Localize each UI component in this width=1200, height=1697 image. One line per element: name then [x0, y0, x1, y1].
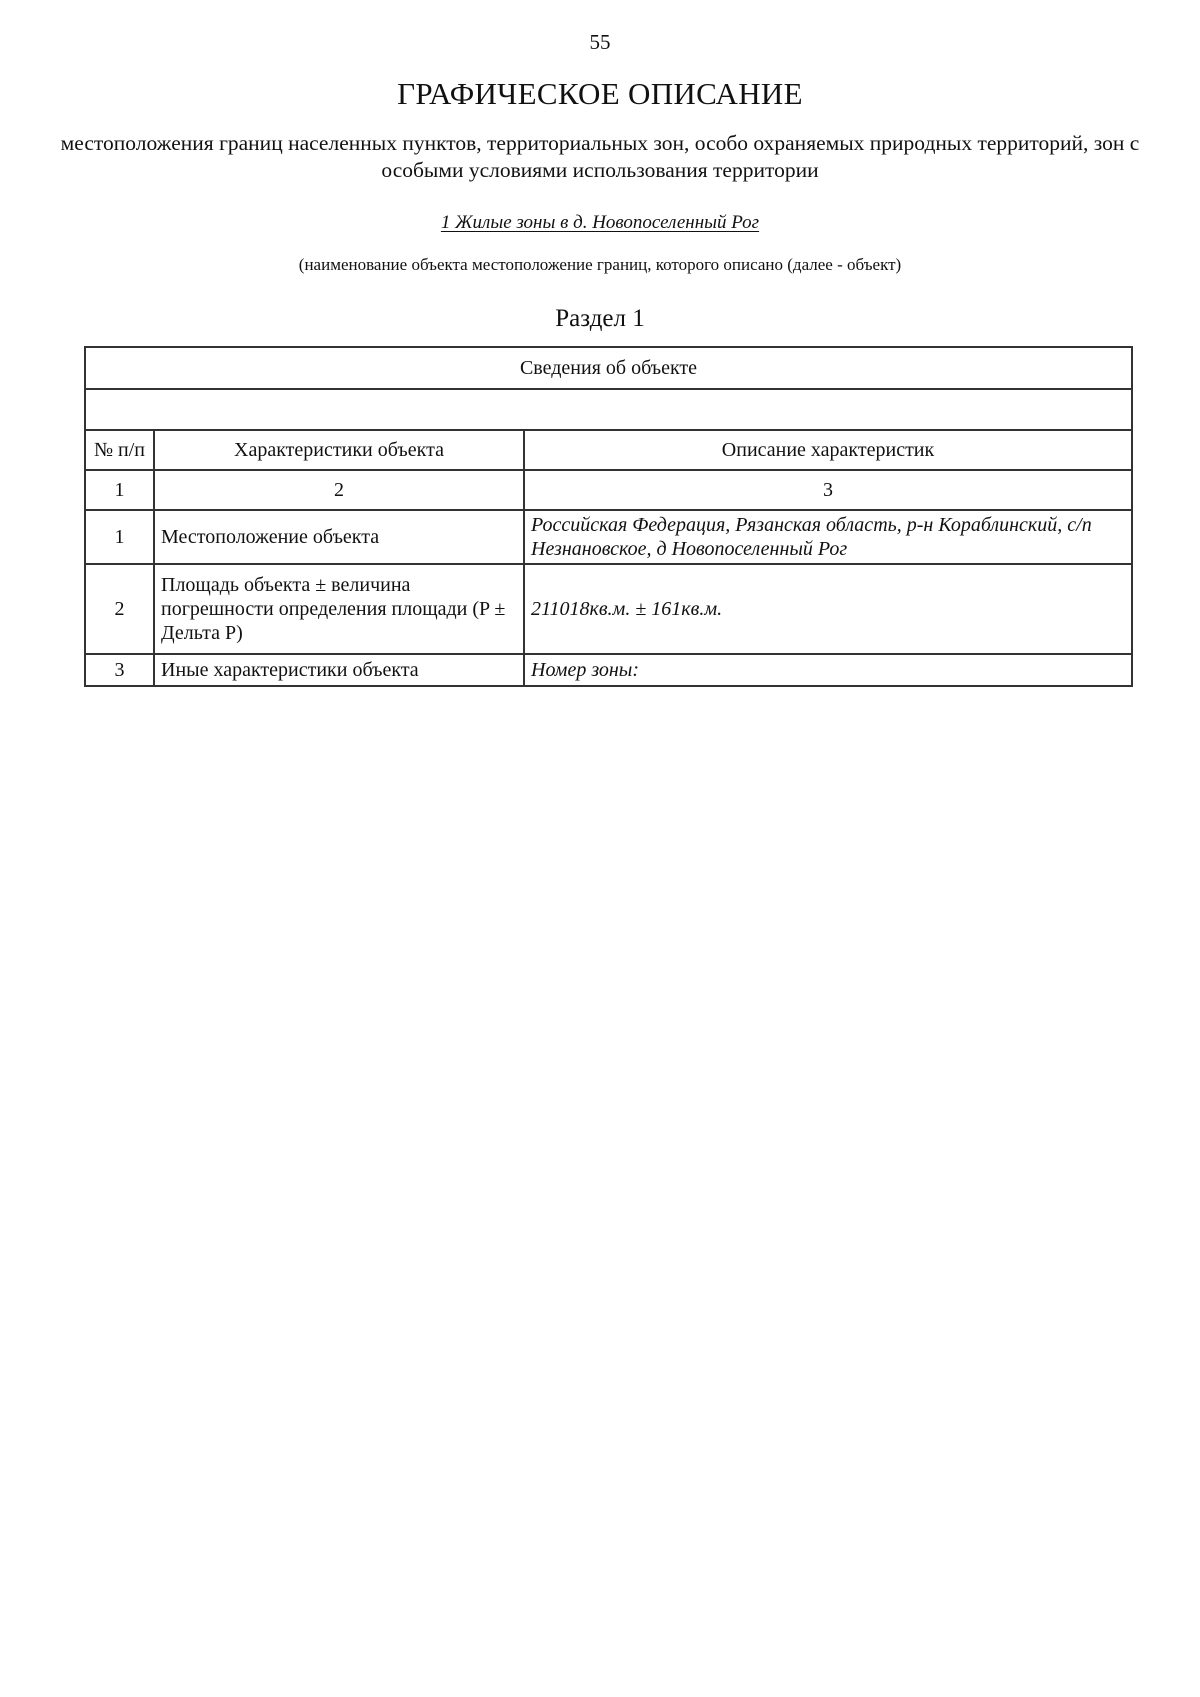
- object-caption: (наименование объекта местоположение границ, которого описано (далее - объект): [298, 255, 902, 274]
- header-description: Описание характеристик: [524, 430, 1132, 470]
- table-header-row: [85, 430, 1132, 470]
- row-characteristic: Площадь объекта ± величина погрешности определения площади (P ± Дельта P): [154, 564, 524, 654]
- page-number: 55: [589, 30, 611, 54]
- table-empty-cell: [85, 389, 1132, 430]
- column-numbers-row: [85, 470, 1132, 510]
- object-info-table: [84, 346, 1133, 687]
- column-number: 2: [154, 470, 524, 510]
- document-title: ГРАФИЧЕСКОЕ ОПИСАНИЕ: [397, 76, 803, 111]
- header-num: № п/п: [85, 430, 154, 470]
- row-description: Российская Федерация, Рязанская область, р-н Кораблинский, с/п Незнановское, д Новопоселенный Рог: [524, 510, 1132, 564]
- row-num: 3: [85, 654, 154, 686]
- table-row: [85, 510, 1132, 564]
- header-characteristic: Характеристики объекта: [154, 430, 524, 470]
- row-num: 1: [85, 510, 154, 564]
- table-empty-row: [85, 389, 1132, 430]
- row-description: Номер зоны:: [524, 654, 1132, 686]
- table-caption-row: [85, 347, 1132, 389]
- object-name: [0, 212, 1200, 234]
- row-characteristic: Иные характеристики объекта: [154, 654, 524, 686]
- row-characteristic: Местоположение объекта: [154, 510, 524, 564]
- section-title: Раздел 1: [555, 305, 645, 332]
- table-row: [85, 654, 1132, 686]
- document-subtitle: местоположения границ населенных пунктов, территориальных зон, особо охраняемых природных территорий, зон с особыми условиями использования территории: [60, 131, 1140, 182]
- column-number: 3: [524, 470, 1132, 510]
- column-number: 1: [85, 470, 154, 510]
- row-description: 211018кв.м. ± 161кв.м.: [524, 564, 1132, 654]
- object-name-text: 1 Жилые зоны в д. Новопоселенный Рог: [440, 212, 760, 233]
- row-num: 2: [85, 564, 154, 654]
- table-row: [85, 564, 1132, 654]
- table-caption: Сведения об объекте: [85, 347, 1132, 389]
